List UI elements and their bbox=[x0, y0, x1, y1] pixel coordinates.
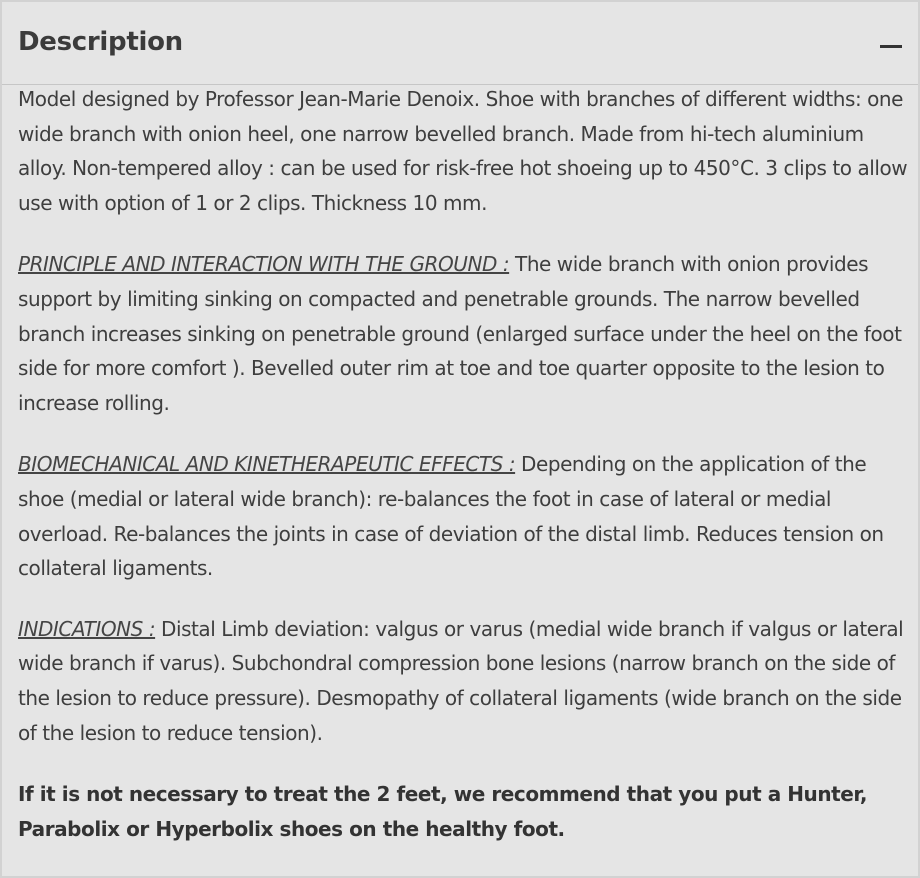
indications-paragraph bbox=[18, 612, 908, 750]
minus-icon bbox=[880, 45, 902, 48]
indications-heading: INDICATIONS : bbox=[18, 616, 156, 641]
principle-heading: PRINCIPLE AND INTERACTION WITH THE GROUND : bbox=[18, 252, 510, 277]
effects-text: Depending on the application of the shoe (medial or lateral wide branch): re-balances the foot in case of lateral or medial overload. Re-balances the joints in case of deviation of the distal limb. Reduces tension on collateral ligaments. bbox=[18, 452, 884, 581]
section-title: Description bbox=[18, 27, 183, 57]
effects-paragraph bbox=[18, 447, 908, 585]
effects-heading: BIOMECHANICAL AND KINETHERAPEUTIC EFFECTS : bbox=[18, 452, 516, 477]
principle-text: The wide branch with onion provides support by limiting sinking on compacted and penetrable grounds. The narrow bevelled branch increases sinking on penetrable ground (enlarged surface under the heel on the foot side for more comfort ). Bevelled outer rim at toe and toe quarter opposite to the lesion to increase rolling. bbox=[18, 252, 902, 415]
collapse-button[interactable] bbox=[872, 30, 906, 60]
indications-text: Distal Limb deviation: valgus or varus (medial wide branch if valgus or lateral wide branch if varus). Subchondral compression bone lesions (narrow branch on the side of the lesion to reduce pressure). Desmopathy of collateral ligaments (wide branch on the side of the lesion to reduce tension). bbox=[18, 616, 904, 745]
recommendation-paragraph: If it is not necessary to treat the 2 feet, we recommend that you put a Hunter, Parabolix or Hyperbolix shoes on the healthy foot. bbox=[18, 782, 867, 841]
description-content bbox=[18, 82, 908, 846]
principle-paragraph bbox=[18, 247, 908, 420]
panel-header[interactable] bbox=[2, 2, 918, 85]
intro-paragraph: Model designed by Professor Jean-Marie Denoix. Shoe with branches of different widths: one wide branch with onion heel, one narrow bevelled branch. Made from hi-tech aluminium alloy. Non-tempered alloy : can be used for risk-free hot shoeing up to 450°C. 3 clips to allow use with option of 1 or 2 clips. Thickness 10 mm. bbox=[18, 87, 908, 215]
